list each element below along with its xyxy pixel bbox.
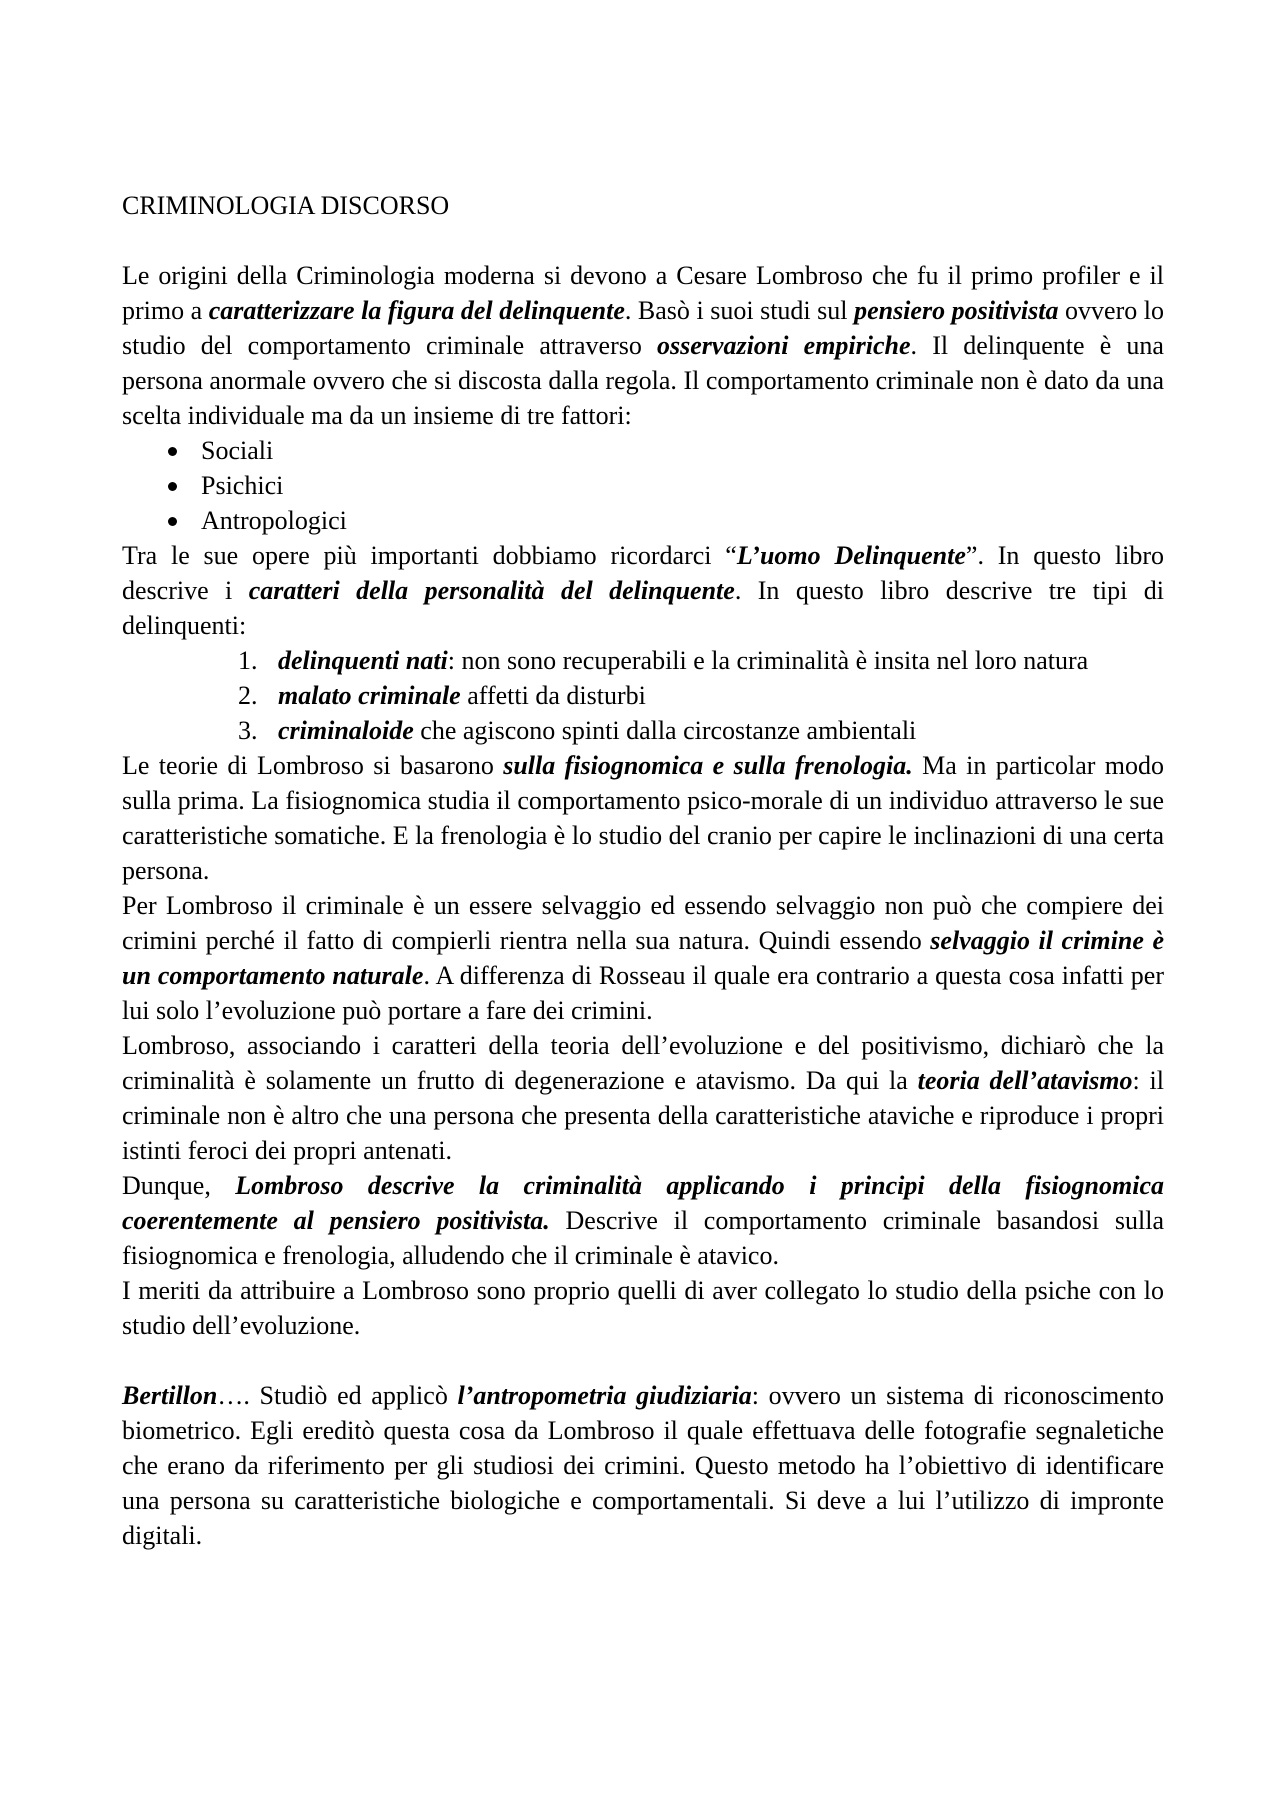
factor-item: Sociali bbox=[166, 433, 1164, 468]
factor-item: Psichici bbox=[166, 468, 1164, 503]
emphasized-text: Lombroso descrive la criminalità applicando i principi della fisiognomica coerentemente al pensiero positivista. bbox=[122, 1171, 1164, 1235]
emphasized-text: selvaggio il crimine è un comportamento naturale bbox=[122, 926, 1164, 990]
text-segment: . A differenza di Rosseau il quale era contrario a questa cosa infatti per lui solo l’evoluzione può portare a fare dei crimini. bbox=[122, 961, 1164, 1025]
text-segment: Descrive il comportamento criminale basandosi sulla fisiognomica e frenologia, alludendo che il criminale è atavico. bbox=[122, 1206, 1164, 1270]
emphasized-text: delinquenti nati bbox=[278, 646, 448, 675]
emphasized-text: l’antropometria giudiziaria bbox=[457, 1381, 752, 1410]
text-segment: ovvero lo studio del comportamento criminale attraverso bbox=[122, 296, 1164, 360]
bertillon-section bbox=[122, 1378, 1164, 1553]
text-segment: . In questo libro descrive tre tipi di delinquenti: bbox=[122, 576, 1164, 640]
text-segment: ”. In questo libro descrive i bbox=[122, 541, 1164, 605]
document-page bbox=[122, 188, 1164, 1553]
emphasized-text: criminaloide bbox=[278, 716, 414, 745]
works-section bbox=[122, 538, 1164, 643]
text-segment: Ma in particolar modo sulla prima. La fisiognomica studia il comportamento psico-morale di un individuo attraverso le sue caratteristiche somatiche. E la frenologia è lo studio del cranio per capire le inclinazioni di una certa persona. bbox=[122, 751, 1164, 885]
text-segment: affetti da disturbi bbox=[460, 681, 646, 710]
emphasized-text: L’uomo Delinquente bbox=[736, 541, 966, 570]
text-segment: che agiscono spinti dalla circostanze ambientali bbox=[413, 716, 917, 745]
delinquent-types-list bbox=[122, 643, 1164, 748]
paragraph bbox=[122, 1028, 1164, 1168]
list-number: 3. bbox=[238, 716, 258, 745]
emphasized-text: sulla fisiognomica e sulla frenologia. bbox=[503, 751, 913, 780]
text-segment: Le origini della Criminologia moderna si devono a Cesare Lombroso che fu il primo profiler e il primo a bbox=[122, 261, 1164, 325]
delinquent-type-item bbox=[238, 713, 1164, 748]
text-segment: Per Lombroso il criminale è un essere selvaggio ed essendo selvaggio non può che compiere dei crimini perché il fatto di compierli rientra nella sua natura. Quindi essendo bbox=[122, 891, 1164, 955]
intro-section bbox=[122, 258, 1164, 433]
emphasized-text: pensiero positivista bbox=[854, 296, 1059, 325]
text-segment: . Basò i suoi studi sul bbox=[624, 296, 855, 325]
section-gap bbox=[122, 1343, 1164, 1378]
paragraph bbox=[122, 888, 1164, 1028]
theories-section bbox=[122, 748, 1164, 1343]
text-segment: I meriti da attribuire a Lombroso sono proprio quelli di aver collegato lo studio della psiche con lo studio dell’evoluzione. bbox=[122, 1276, 1164, 1340]
text-segment: : il criminale non è altro che una persona che presenta della caratteristiche ataviche e riproduce i propri istinti feroci dei propri antenati. bbox=[122, 1066, 1164, 1165]
text-segment: Dunque, bbox=[122, 1171, 236, 1200]
text-segment: Le teorie di Lombroso si basarono bbox=[122, 751, 504, 780]
emphasized-text: malato criminale bbox=[278, 681, 461, 710]
text-segment: Lombroso, associando i caratteri della teoria dell’evoluzione e del positivismo, dichiarò che la criminalità è solamente un frutto di degenerazione e atavismo. Da qui la bbox=[122, 1031, 1164, 1095]
emphasized-text: osservazioni empiriche bbox=[657, 331, 911, 360]
delinquent-type-item bbox=[238, 678, 1164, 713]
emphasized-text: teoria dell’atavismo bbox=[917, 1066, 1133, 1095]
emphasized-text: Bertillon bbox=[122, 1381, 218, 1410]
paragraph bbox=[122, 748, 1164, 888]
list-number: 2. bbox=[238, 681, 258, 710]
emphasized-text: caratteri della personalità del delinquente bbox=[248, 576, 735, 605]
paragraph bbox=[122, 538, 1164, 643]
text-segment: : ovvero un sistema di riconoscimento biometrico. Egli ereditò questa cosa da Lombroso il quale effettuava delle fotografie segnaletiche che erano da riferimento per gli studiosi dei crimini. Questo metodo ha l’obiettivo di identificare una persona su caratteristiche biologiche e comportamentali. Si deve a lui l’utilizzo di impronte digitali. bbox=[122, 1381, 1164, 1550]
paragraph bbox=[122, 258, 1164, 433]
text-segment: …. Studiò ed applicò bbox=[217, 1381, 458, 1410]
delinquent-type-item bbox=[238, 643, 1164, 678]
paragraph bbox=[122, 1378, 1164, 1553]
text-segment: Tra le sue opere più importanti dobbiamo ricordarci “ bbox=[122, 541, 737, 570]
list-number: 1. bbox=[238, 646, 258, 675]
text-segment: : non sono recuperabili e la criminalità è insita nel loro natura bbox=[447, 646, 1089, 675]
text-segment: . Il delinquente è una persona anormale ovvero che si discosta dalla regola. Il comportamento criminale non è dato da una scelta individuale ma da un insieme di tre fattori: bbox=[122, 331, 1164, 430]
paragraph bbox=[122, 1168, 1164, 1273]
document-title: CRIMINOLOGIA DISCORSO bbox=[122, 191, 450, 220]
paragraph bbox=[122, 1273, 1164, 1343]
emphasized-text: caratterizzare la figura del delinquente bbox=[208, 296, 625, 325]
factor-list bbox=[122, 433, 1164, 538]
factor-item: Antropologici bbox=[166, 503, 1164, 538]
